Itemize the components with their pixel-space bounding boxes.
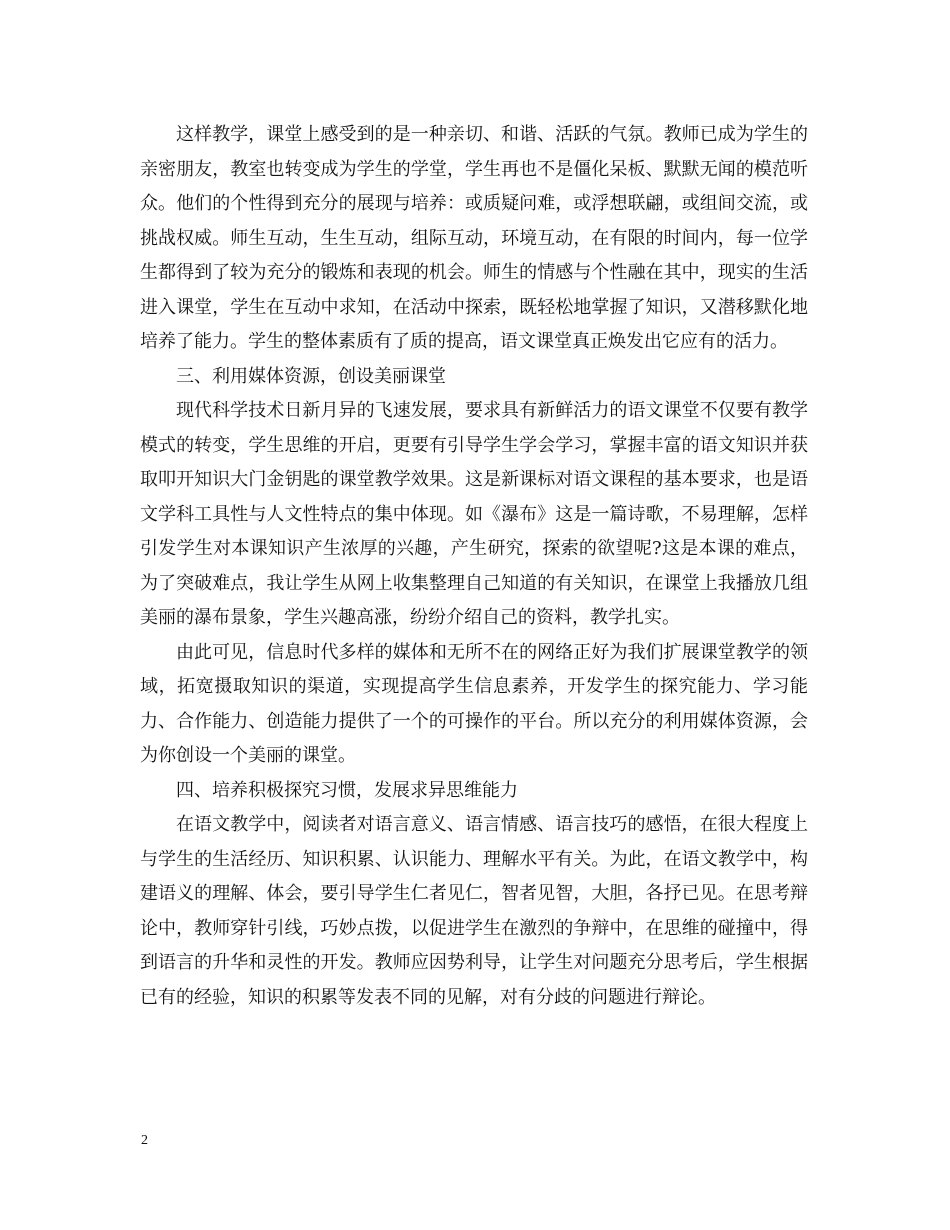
section-heading-media: 三、利用媒体资源，创设美丽课堂 bbox=[176, 365, 446, 387]
body-text bbox=[140, 118, 808, 1015]
paragraph-reading-insight: 在语文教学中，阅读者对语言意义、语言情感、语言技巧的感悟，在很大程度上与学生的生活经历、知识积累、认识能力、理解水平有关。为此，在语文教学中，构建语义的理解、体会，要引导学生仁者见仁，智者见智，大胆，各抒已见。在思考辩论中，教师穿针引线，巧妙点拨，以促进学生在激烈的争辩中，在思维的碰撞中，得到语言的升华和灵性的开发。教师应因势利导，让学生对问题充分思考后，学生根据已有的经验，知识的积累等发表不同的见解，对有分歧的问题进行辩论。 bbox=[140, 814, 808, 1008]
section-heading-inquiry: 四、培养积极探究习惯，发展求异思维能力 bbox=[176, 779, 518, 801]
page-number: 2 bbox=[141, 1133, 148, 1148]
paragraph-modern-technology: 现代科学技术日新月异的飞速发展，要求具有新鲜活力的语文课堂不仅要有教学模式的转变，学生思维的开启，更要有引导学生学会学习，掌握丰富的语文知识并获取叩开知识大门金钥匙的课堂教学效果。这是新课标对语文课程的基本要求，也是语文学科工具性与人文性特点的集中体现。如《瀑布》这是一篇诗歌，不易理解，怎样引发学生对本课知识产生浓厚的兴趣，产生研究，探索的欲望呢?这是本课的难点，为了突破难点，我让学生从网上收集整理自己知道的有关知识，在课堂上我播放几组美丽的瀑布景象，学生兴趣高涨，纷纷介绍自己的资料，教学扎实。 bbox=[140, 400, 808, 628]
paragraph-classroom-atmosphere: 这样教学，课堂上感受到的是一种亲切、和谐、活跃的气氛。教师已成为学生的亲密朋友，教室也转变成为学生的学堂，学生再也不是僵化呆板、默默无闻的模范听众。他们的个性得到充分的展现与培养：或质疑问难，或浮想联翩，或组间交流，或挑战权威。师生互动，生生互动，组际互动，环境互动，在有限的时间内，每一位学生都得到了较为充分的锻炼和表现的机会。师生的情感与个性融在其中，现实的生活进入课堂，学生在互动中求知，在活动中探索，既轻松地掌握了知识，又潜移默化地培养了能力。学生的整体素质有了质的提高，语文课堂真正焕发出它应有的活力。 bbox=[140, 124, 808, 352]
paragraph-information-era: 由此可见，信息时代多样的媒体和无所不在的网络正好为我们扩展课堂教学的领域，拓宽摄取知识的渠道，实现提高学生信息素养，开发学生的探究能力、学习能力、合作能力、创造能力提供了一个的可操作的平台。所以充分的利用媒体资源，会为你创设一个美丽的课堂。 bbox=[140, 641, 808, 766]
